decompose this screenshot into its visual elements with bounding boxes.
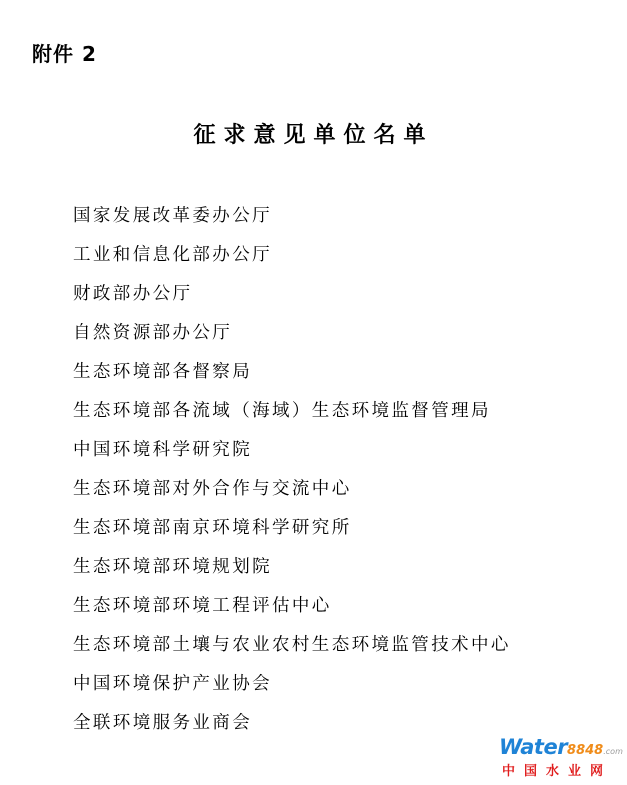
watermark-logo [499,735,621,779]
unit-list [73,197,511,743]
watermark-brand: Water [499,735,568,759]
list-item: 生态环境部环境工程评估中心 [73,596,332,616]
list-item: 财政部办公厅 [73,284,193,304]
list-item: 自然资源部办公厅 [73,323,233,343]
page-title: 征求意见单位名单 [193,123,434,148]
list-item: 中国环境保护产业协会 [73,674,272,694]
list-item: 全联环境服务业商会 [73,713,253,733]
list-item: 生态环境部各督察局 [73,362,253,382]
list-item: 生态环境部各流域（海域）生态环境监督管理局 [73,401,491,421]
list-item: 国家发展改革委办公厅 [73,206,272,226]
list-item: 生态环境部土壤与农业农村生态环境监管技术中心 [73,635,511,655]
list-item: 生态环境部南京环境科学研究所 [73,518,352,538]
watermark-suffix: .com [603,747,623,756]
list-item: 生态环境部对外合作与交流中心 [73,479,352,499]
attachment-label: 附件 2 [32,42,97,66]
watermark-brand-line [499,735,623,759]
list-item: 生态环境部环境规划院 [73,557,272,577]
watermark-number: 8848 [567,743,604,758]
list-item: 工业和信息化部办公厅 [73,245,272,265]
list-item: 中国环境科学研究院 [73,440,253,460]
watermark-chinese: 中国水业网 [502,764,613,779]
